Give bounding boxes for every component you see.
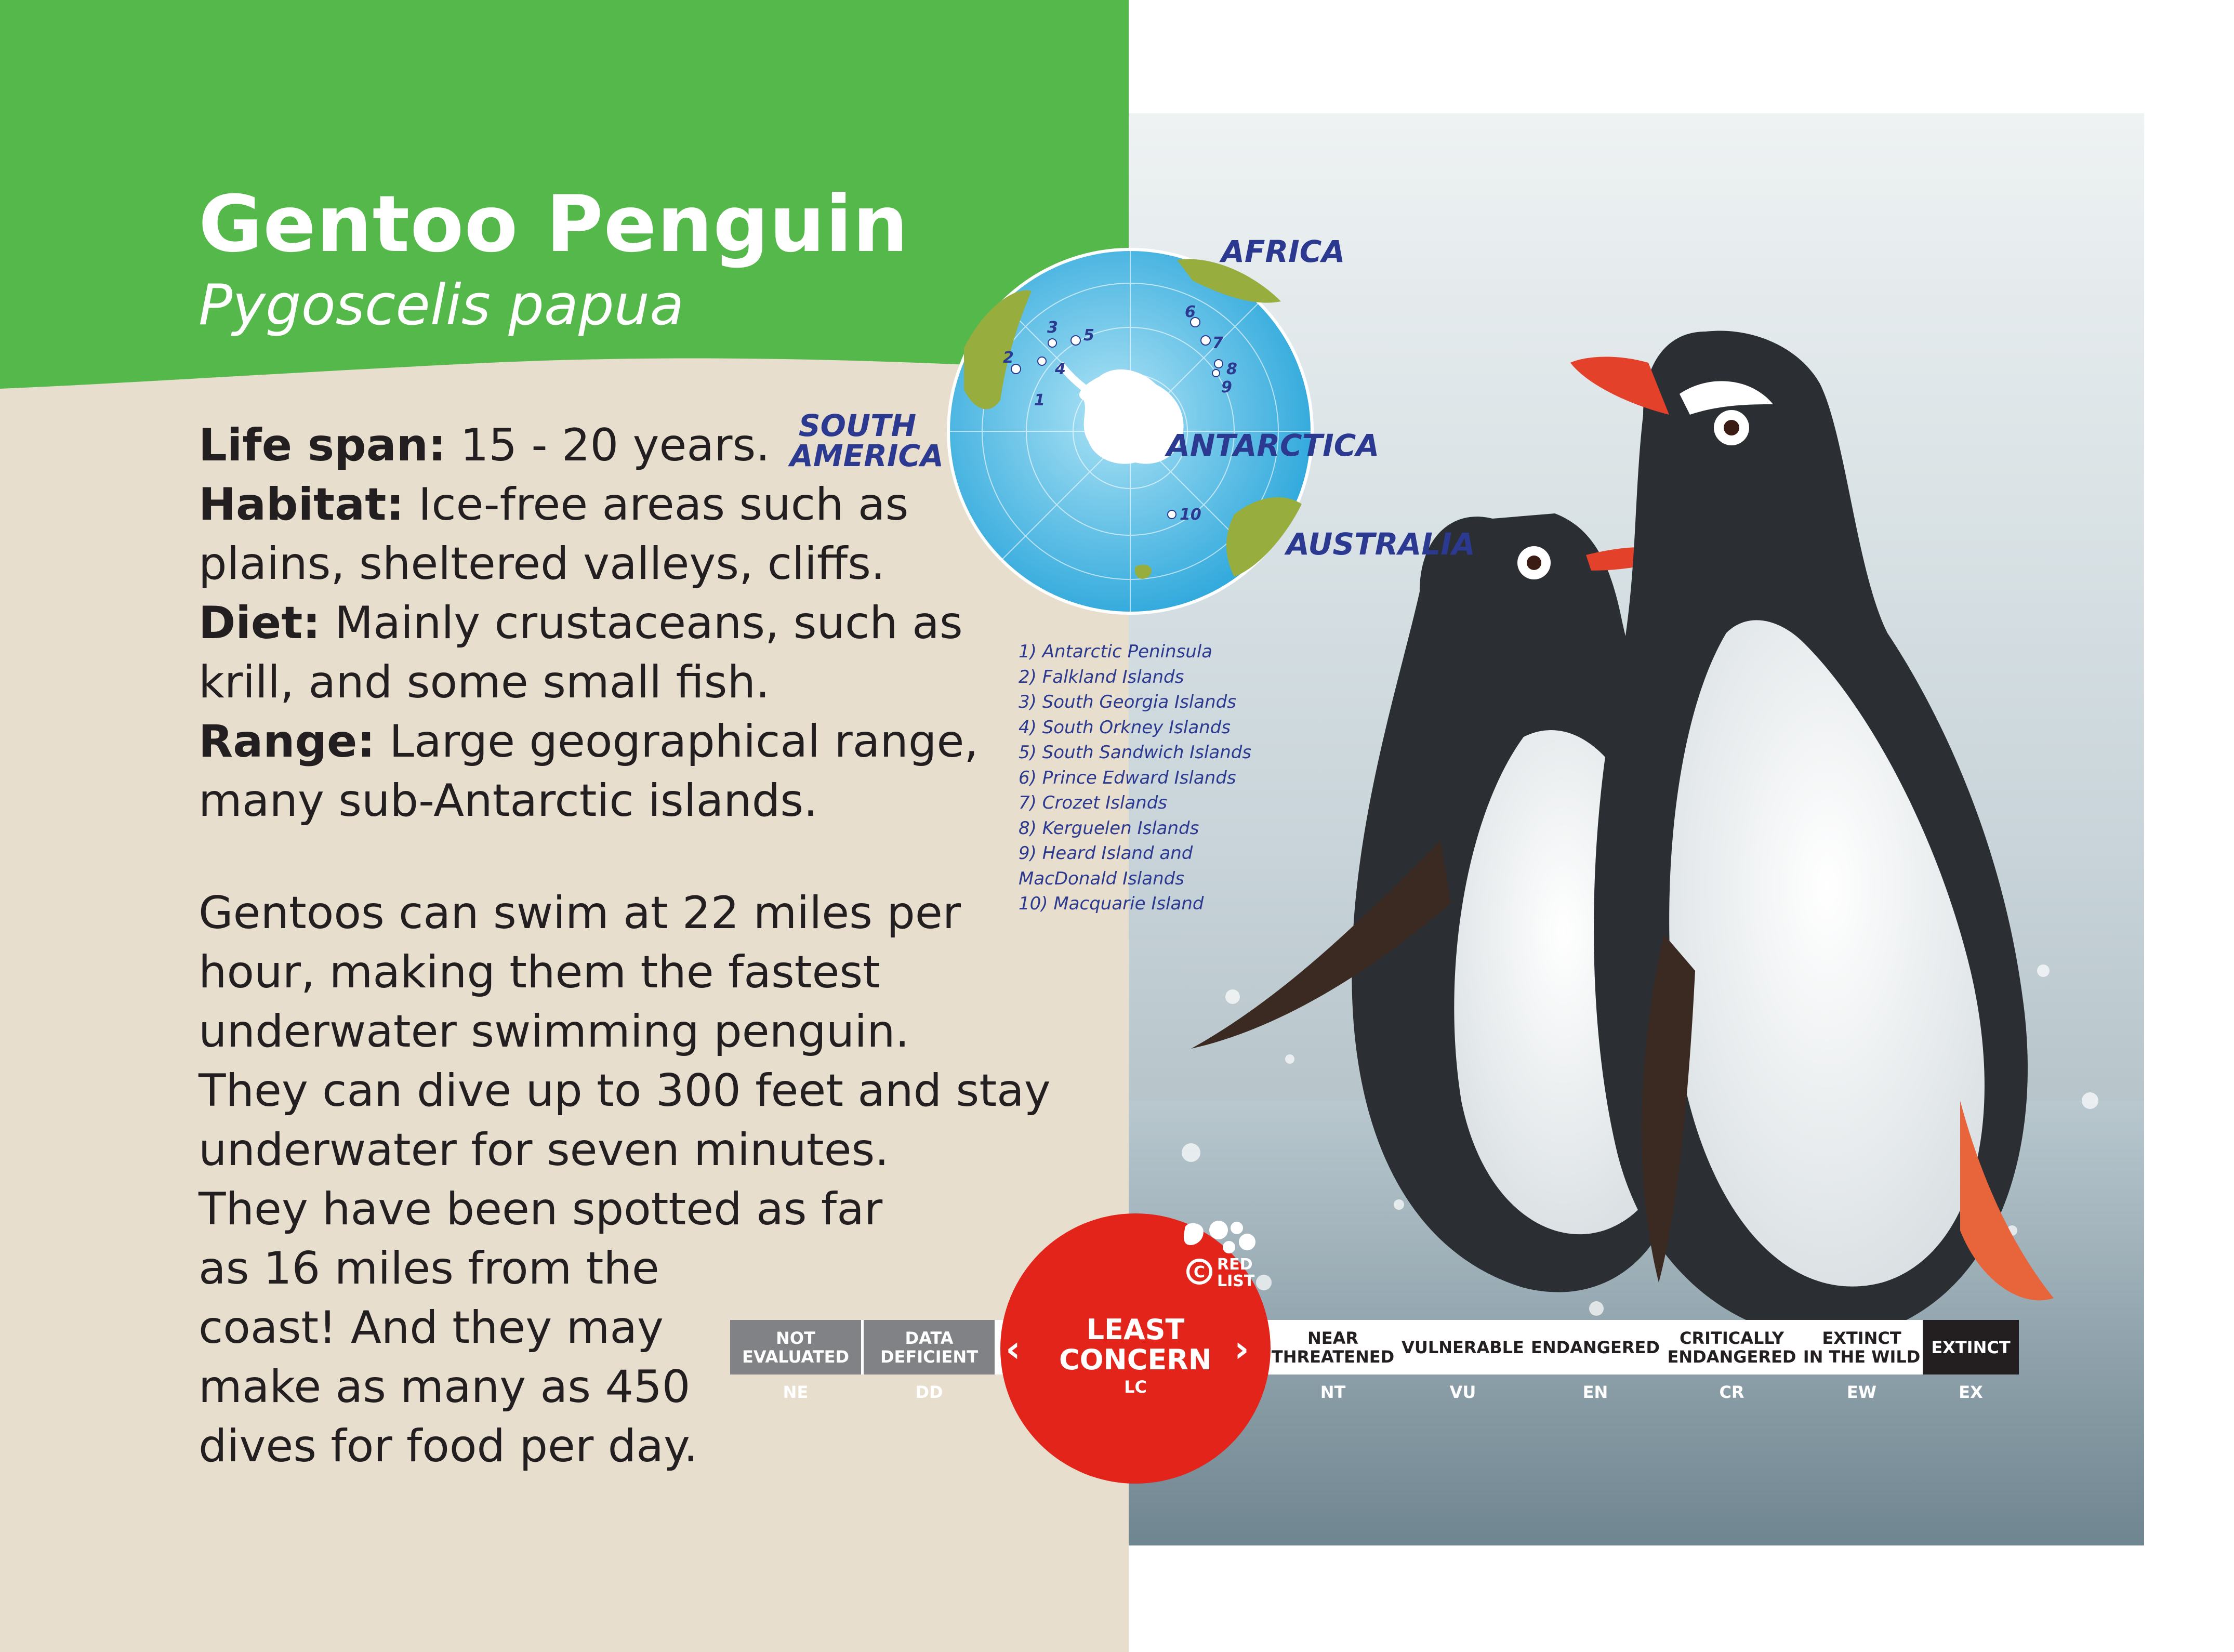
description-line: underwater for seven minutes.	[199, 1124, 889, 1176]
status-extinct-in-wild: EXTINCT IN THE WILD	[1803, 1328, 1921, 1367]
code-ew: EW	[1846, 1382, 1877, 1402]
legend-item: 10) Macquarie Island	[1019, 893, 1204, 914]
description-line: hour, making them the fastest	[199, 946, 880, 998]
description-line: dives for food per day.	[199, 1420, 698, 1472]
svg-text:LIST: LIST	[1217, 1272, 1255, 1290]
description-line: Gentoos can swim at 22 miles per	[199, 887, 961, 939]
status-extinct: EXTINCT	[1923, 1320, 2019, 1375]
code-en: EN	[1582, 1382, 1608, 1402]
code-ne: NE	[783, 1382, 809, 1402]
status-not-evaluated: NOT EVALUATED	[730, 1320, 861, 1375]
map-number: 2	[1003, 349, 1014, 367]
map-legend	[1019, 639, 1251, 917]
map-number: 4	[1055, 360, 1066, 378]
facts-list	[199, 416, 1030, 830]
svg-text:RED: RED	[1217, 1255, 1253, 1274]
legend-item: 7) Crozet Islands	[1019, 792, 1167, 813]
label-south-america: SOUTH AMERICA	[790, 408, 944, 473]
code-dd: DD	[915, 1382, 943, 1402]
code-cr: CR	[1719, 1382, 1744, 1402]
status-vulnerable: VULNERABLE	[1402, 1337, 1524, 1357]
legend-item: 1) Antarctic Peninsula	[1019, 641, 1213, 662]
code-nt: NT	[1320, 1382, 1346, 1402]
description-line: as 16 miles from the	[199, 1243, 659, 1294]
fact-line: Habitat: Ice-free areas such as	[199, 479, 909, 531]
label-antarctica: ANTARCTICA	[1167, 428, 1380, 463]
fact-line: Diet: Mainly crustaceans, such as	[199, 597, 963, 649]
map-number: 10	[1180, 506, 1201, 524]
fact-line: Range: Large geographical range,	[199, 716, 979, 768]
status-near-threatened: NEAR THREATENED	[1271, 1328, 1395, 1367]
map-number: 3	[1047, 319, 1058, 337]
map-number: 1	[1034, 391, 1045, 409]
map-number: 9	[1221, 378, 1232, 397]
legend-item: 9) Heard Island and	[1019, 843, 1193, 864]
legend-item: 4) South Orkney Islands	[1019, 717, 1231, 738]
svg-text:C: C	[1193, 1263, 1206, 1281]
status-data-deficient: DATA DEFICIENT	[864, 1320, 995, 1375]
code-ex: EX	[1959, 1382, 1983, 1402]
scientific-name: Pygoscelis papua	[199, 273, 684, 338]
fact-line: many sub-Antarctic islands.	[199, 775, 818, 827]
status-endangered: ENDANGERED	[1531, 1337, 1660, 1357]
legend-item: 8) Kerguelen Islands	[1019, 817, 1199, 839]
legend-item: 3) South Georgia Islands	[1019, 692, 1236, 712]
description-line: coast! And they may	[199, 1302, 664, 1354]
description-line: underwater swimming penguin.	[199, 1006, 909, 1058]
fact-line: krill, and some small fish.	[199, 656, 770, 708]
least-concern-label: LEAST CONCERN	[1059, 1313, 1212, 1376]
label-australia: AUSTRALIA	[1286, 526, 1475, 562]
fact-line: plains, sheltered valleys, cliffs.	[199, 538, 885, 590]
map-number: 7	[1212, 334, 1223, 352]
legend-item: 2) Falkland Islands	[1019, 666, 1184, 688]
chevron-left-icon: ‹	[1006, 1328, 1021, 1370]
fact-line: Life span: 15 - 20 years.	[199, 419, 770, 471]
map-number: 8	[1226, 360, 1237, 378]
legend-item: 5) South Sandwich Islands	[1019, 742, 1252, 763]
map-number: 6	[1185, 303, 1196, 321]
status-critically-endangered: CRITICALLY ENDANGERED	[1667, 1328, 1796, 1367]
map-number: 5	[1083, 326, 1094, 345]
label-africa: AFRICA	[1221, 234, 1345, 269]
legend-item: MacDonald Islands	[1019, 868, 1184, 889]
description-line: They can dive up to 300 feet and stay	[199, 1065, 1051, 1117]
least-concern-code: LC	[1124, 1377, 1147, 1397]
description-line: make as many as 450	[199, 1361, 691, 1413]
code-vu: VU	[1449, 1382, 1476, 1402]
page-title: Gentoo Penguin	[199, 179, 909, 270]
legend-item: 6) Prince Edward Islands	[1019, 767, 1236, 788]
description-line: They have been spotted as far	[199, 1183, 883, 1235]
chevron-right-icon: ›	[1234, 1328, 1249, 1370]
red-list-logo	[1180, 1219, 1268, 1297]
